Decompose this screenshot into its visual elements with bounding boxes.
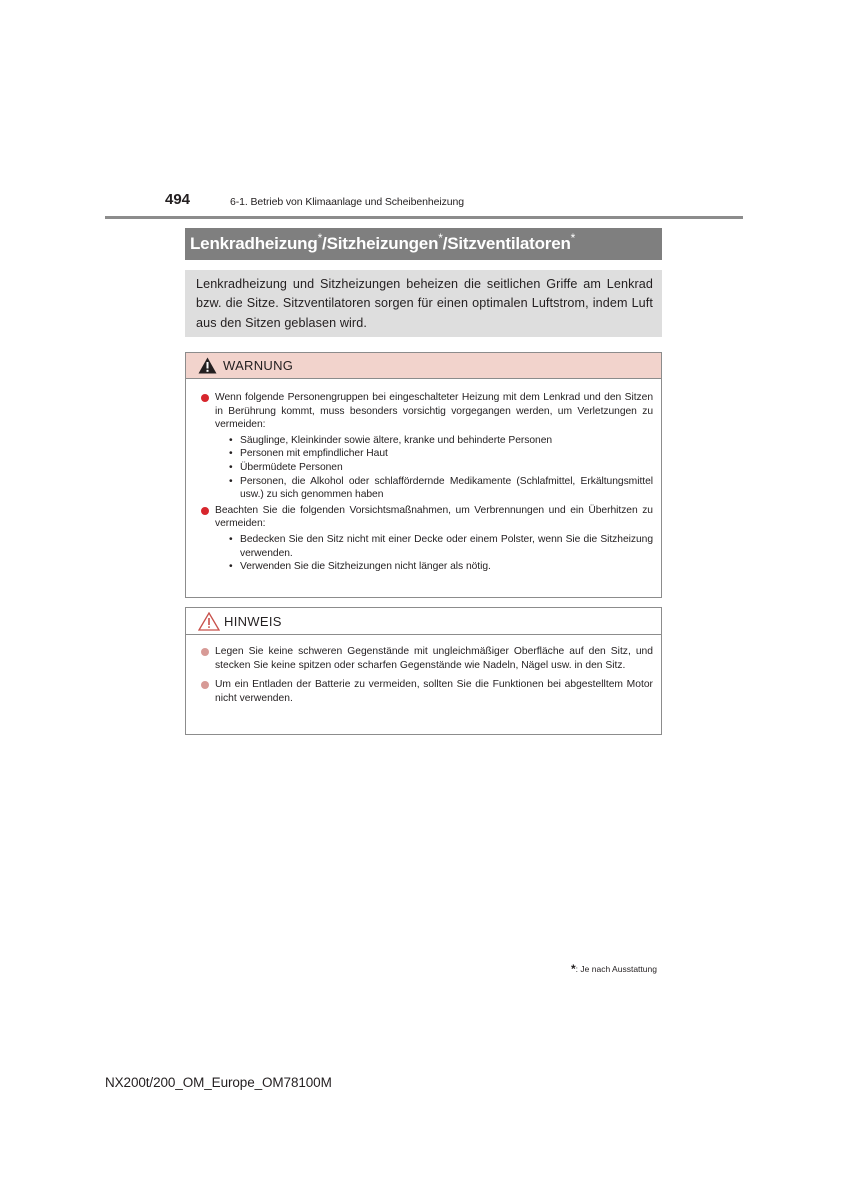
- title-part-steering-heater: Lenkradheizung: [190, 234, 318, 253]
- warning-triangle-icon: [198, 357, 217, 374]
- warning-sub-list: [215, 533, 653, 574]
- footnote-marker: *: [571, 962, 576, 976]
- hint-header: [186, 608, 661, 635]
- warning-label: WARNUNG: [223, 358, 294, 373]
- sub-item-text: Säuglinge, Kleinkinder sowie ältere, kranke und behinderte Personen: [240, 434, 553, 446]
- page-number: 494: [165, 191, 191, 208]
- bullet-dot-icon: [201, 681, 209, 689]
- footnote-text: : Je nach Ausstattung: [575, 964, 657, 974]
- section-title-bar: [185, 228, 662, 260]
- hint-item: [200, 678, 653, 705]
- warning-sub-list: [215, 434, 653, 502]
- sub-item-text: Verwenden Sie die Sitzheizungen nicht länger als nötig.: [240, 561, 491, 573]
- bullet-dot-icon: [201, 648, 209, 656]
- sub-list-item: • Personen, die Alkohol oder schlaffördernde Medikamente (Schlafmittel, Erkältungsmittel usw.) zu sich genommen haben: [229, 475, 653, 501]
- hint-item-text: Legen Sie keine schweren Gegenstände mit ungleichmäßiger Oberfläche auf den Sitz, und stecken Sie keine spitzen oder scharfen Gegenstände wie Nadeln, Nägel usw. in den Sitz.: [215, 646, 653, 671]
- sub-list-item: • Bedecken Sie den Sitz nicht mit einer Decke oder einem Polster, wenn Sie die Sitzheizung verwenden.: [229, 533, 653, 559]
- footnote: [571, 962, 657, 976]
- hint-item-text: Um ein Entladen der Batterie zu vermeiden, sollten Sie die Funktionen bei abgestelltem Motor nicht verwenden.: [215, 679, 653, 704]
- sub-list-item: • Übermüdete Personen: [229, 461, 343, 473]
- sub-list-item: • Verwenden Sie die Sitzheizungen nicht länger als nötig.: [229, 561, 491, 573]
- sub-item-text: Personen mit empfindlicher Haut: [240, 448, 388, 460]
- warning-item-text: Beachten Sie die folgenden Vorsichtsmaßnahmen, um Verbrennungen und ein Überhitzen zu vermeiden:: [215, 504, 653, 530]
- bullet-dot-icon: [201, 394, 209, 402]
- footnote-marker: *: [570, 231, 576, 245]
- sub-item-text: Personen, die Alkohol oder schlaffördernde Medikamente (Schlafmittel, Erkältungsmittel usw.) zu sich genommen haben: [240, 475, 653, 501]
- document-code: NX200t/200_OM_Europe_OM78100M: [105, 1075, 332, 1090]
- sub-list-item: • Personen mit empfindlicher Haut: [229, 448, 388, 460]
- hint-box: [185, 607, 662, 735]
- chapter-title: 6-1. Betrieb von Klimaanlage und Scheibenheizung: [230, 196, 464, 208]
- hint-item: [200, 645, 653, 672]
- warning-item: [200, 391, 653, 502]
- sub-item-text: Bedecken Sie den Sitz nicht mit einer Decke oder einem Polster, wenn Sie die Sitzheizung verwenden.: [240, 533, 653, 559]
- hint-body: [186, 635, 661, 705]
- warning-header: [186, 353, 661, 379]
- intro-paragraph: Lenkradheizung und Sitzheizungen beheizen die seitlichen Griffe am Lenkrad bzw. die Sitze. Sitzventilatoren sorgen für einen optimalen Luftstrom, indem Luft aus den Sitzen geblasen wird.: [185, 270, 662, 337]
- warning-box: [185, 352, 662, 598]
- warning-item: [200, 504, 653, 574]
- warning-body: [186, 379, 661, 574]
- header-divider: [105, 216, 743, 219]
- sub-list-item: • Säuglinge, Kleinkinder sowie ältere, kranke und behinderte Personen: [229, 434, 553, 446]
- title-part-seat-heaters: /Sitzheizungen: [322, 234, 439, 253]
- footnote-marker: *: [317, 231, 323, 245]
- warning-item-text: Wenn folgende Personengruppen bei eingeschalteter Heizung mit dem Lenkrad und den Sitzen in Berührung kommt, muss besonders vorsichtig vorgegangen werden, um Verletzungen zu vermeiden:: [215, 392, 653, 431]
- hint-label: HINWEIS: [224, 613, 282, 629]
- sub-item-text: Übermüdete Personen: [240, 461, 343, 473]
- footnote-marker: *: [438, 231, 443, 245]
- caution-triangle-icon: [198, 612, 220, 631]
- title-part-seat-ventilators: /Sitzventilatoren: [442, 234, 571, 253]
- section-title: [190, 231, 576, 254]
- bullet-dot-icon: [201, 507, 209, 515]
